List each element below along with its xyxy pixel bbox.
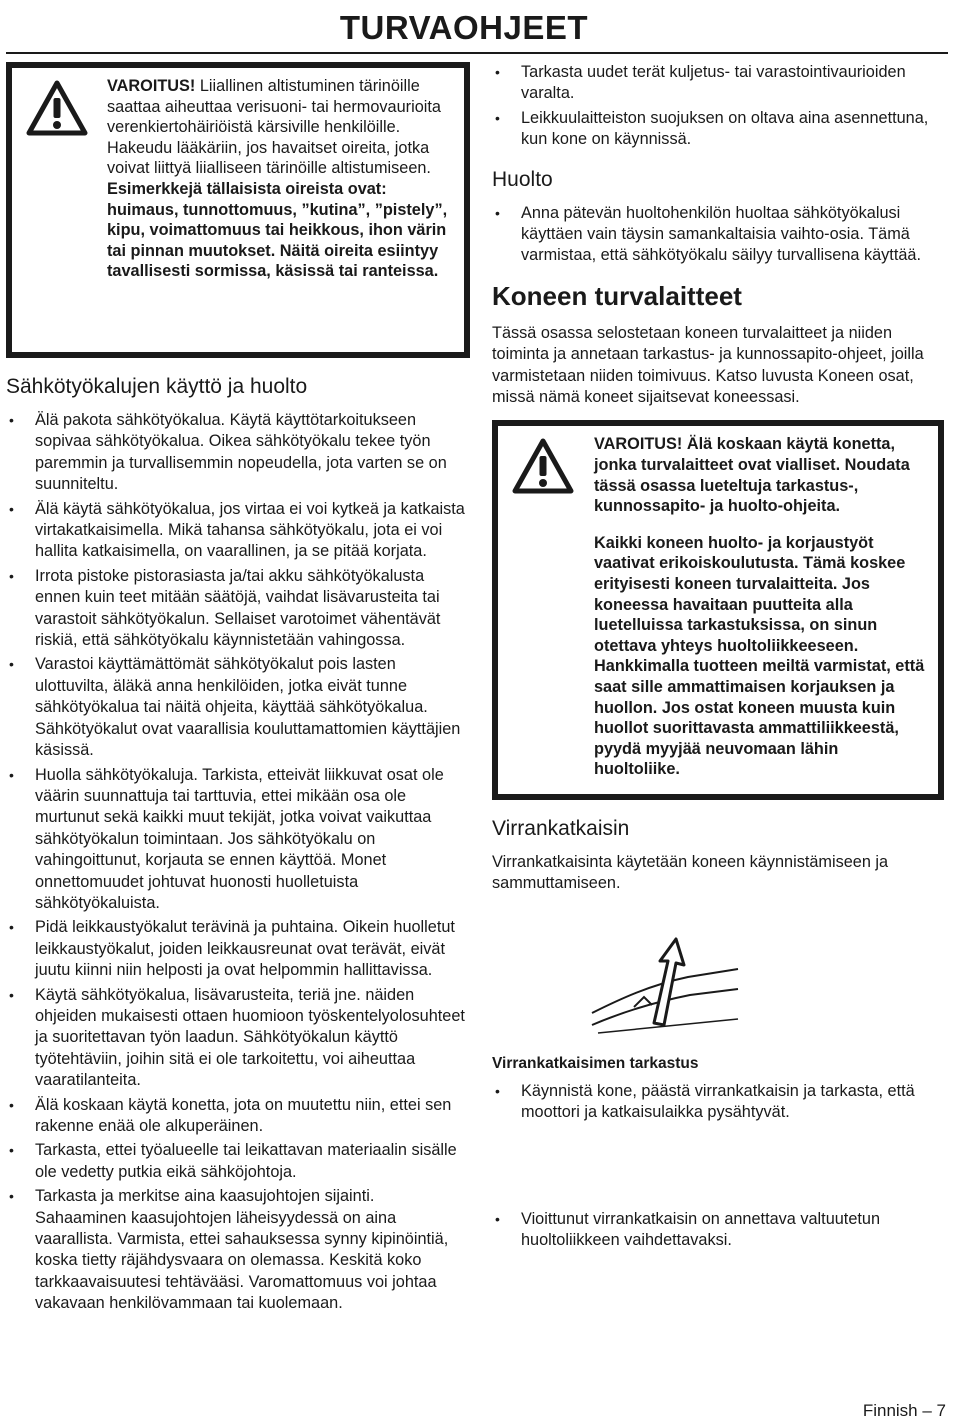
- warning-bold-text: Esimerkkejä tällaisista oireista ovat: huimaus, tunnottomuus, ”kutina”, ”pistely”, kipu, voimattomuus tai heikkous, ihon värin tai pinnan muutokset. Näitä oireita esiintyy tavallisesti sormissa, käsissä tai ranteissa.: [107, 179, 448, 281]
- section-title-switch-check: Virrankatkaisimen tarkastus: [492, 1054, 699, 1072]
- section-title-safety-devices: Koneen turvalaitteet: [492, 280, 742, 311]
- warning-triangle-icon: [512, 438, 574, 499]
- left-column: [6, 62, 470, 1318]
- list-item: • Käytä sähkötyökalua, lisävarusteita, teriä jne. näiden ohjeiden mukaisesti ottaen huomioon työskentelyolosuhteet ja suoritettavan työn laadun. Sähkötyökalun käyttö työtehtäviin, joihin sitä ei ole tarkoitettu, voi aiheuttaa vaaratilanteita.: [9, 985, 465, 1090]
- warning-paragraph-2: Kaikki koneen huolto- ja korjaustyöt vaativat erikoiskoulutusta. Tämä koskee erityisesti koneen turvalaitteita. Jos koneessa havaitaan puutteita alla luetelluissa tarkastuksissa, on sinun otettava yhteys huoltoliikkeeseen. Hankkimalla tuotteen meiltä varmistat, että saat sille ammattimaisen korjauksen ja huollon. Jos ostat koneen muusta kuin huollot suorittavasta ammattiliikkeestä, pyydä myyjää neuvomaan lähin huoltoliike.: [594, 533, 925, 779]
- switch-text: Virrankatkaisinta käytetään koneen käynnistämiseen ja sammuttamiseen.: [492, 852, 889, 893]
- list-item: • Vioittunut virrankatkaisin on annettava valtuutetun huoltoliikkeen vaihdettavaksi.: [495, 1209, 881, 1249]
- warning-label: VAROITUS!: [107, 77, 196, 95]
- list-item: • Irrota pistoke pistorasiasta ja/tai akku sähkötyökalusta ennen kuin teet mitään säätöjä, vaihdat lisävarusteita tai varastoit sähkötyökalun. Sellaiset varotoimet vähentävät riskiä, että sähkötyökalu käynnistetään vahingossa.: [9, 566, 441, 650]
- warning-intro: Liiallinen altistuminen tärinöille saattaa aiheuttaa verisuoni- tai hermovaurioita verenkiertohäiriöistä kärsiville henkilöille. Hakeudu lääkäriin, jos havaitset oireita, jotka voivat liittyä liialliseen tärinöille altistumiseen.: [107, 77, 441, 178]
- list-item: • Anna pätevän huoltohenkilön huoltaa sähkötyökalusi käyttäen vain täysin samankaltaisia vaihto-osia. Tämä varmistaa, että sähkötyökalu säilyy turvallisena käyttää.: [495, 203, 921, 265]
- list-item: • Käynnistä kone, päästä virrankatkaisin ja tarkasta, että moottori ja katkaisulaikka pysähtyvät.: [495, 1081, 915, 1122]
- trigger-arrow-icon: [590, 921, 740, 1041]
- warning-text: [107, 76, 454, 282]
- section-title-tools: Sähkötyökalujen käyttö ja huolto: [6, 375, 308, 398]
- list-item: • Varastoi käyttämättömät sähkötyökalut pois lasten ulottuvilta, äläkä anna henkilöiden, jotka eivät tunne sähkötyökalua tai näitä ohjeita, käyttää sähkötyökalua. Sähkötyökalut ovat vaarallisia kouluttamattomien käyttäjien käsissä.: [9, 655, 461, 760]
- section-title-switch: Virrankatkaisin: [492, 816, 630, 840]
- header-rule: [6, 52, 948, 54]
- warning-text: [594, 434, 928, 780]
- page-number: Finnish – 7: [862, 1401, 946, 1420]
- list-item: • Älä koskaan käytä konetta, jota on muutettu niin, ettei sen rakenne enää ole alkuperäinen.: [9, 1095, 452, 1135]
- safety-devices-warning-box: [492, 420, 944, 800]
- list-item: • Pidä leikkaustyökalut terävinä ja puhtaina. Oikein huolletut leikkaustyökalut, joiden leikkausreunat ovat terävät, eivät juutu kiinni niin helposti ja ovat helpommin hallittavissa.: [9, 918, 455, 980]
- list-item: • Tarkasta ja merkitse aina kaasujohtojen sijainti. Sahaaminen kaasujohtojen läheisyydessä on aina vaarallista. Varmista, ettei sahauksessa synny kipinöintiä, koska tietty räjähdysvaara on olemassa. Keskitä koko tarkkaavaisuutesi tehtävääsi. Varomattomuus voi johtaa vakavaan henkilövammaan tai kuolemaan.: [9, 1187, 449, 1313]
- safety-devices-text: Tässä osassa selostetaan koneen turvalaitteet ja niiden toiminta ja annetaan tarkastus- ja kunnossapito-ohjeet, joilla varmistetaan niiden toimivuus. Katso luvusta Koneen osat, missä nämä koneet sijaitsevat koneessasi.: [492, 323, 924, 407]
- page-title: TURVAOHJEET: [339, 9, 588, 46]
- switch-illustration: [590, 921, 740, 1041]
- tools-bullet-list: [6, 410, 470, 1315]
- warning-paragraph-1: VAROITUS! Älä koskaan käytä konetta, jonka turvalaitteet ovat vialliset. Noudata tässä osassa lueteltuja tarkastus-, kunnossapito- ja huolto-ohjeita.: [594, 435, 910, 516]
- check-bullet-list: [492, 1081, 948, 1124]
- list-item: • Älä pakota sähkötyökalua. Käytä käyttötarkoitukseen sopivaa sähkötyökalua. Oikea sähkötyökalu tekee työn paremmin ja turvallisemmin nopeudella, jota varten se on suunniteltu.: [9, 411, 447, 494]
- list-item: • Älä käytä sähkötyökalua, jos virtaa ei voi kytkeä ja katkaista virtakatkaisimella. Mikä tahansa sähkötyökalu, jota ei voi hallita katkaisimella, on vaarallinen, ja se pitää korjata.: [9, 499, 465, 561]
- huolto-bullet-list: [492, 203, 948, 267]
- section-title-huolto: Huolto: [492, 167, 553, 191]
- replace-bullet-list: [492, 1209, 948, 1252]
- warning-triangle-icon: [26, 80, 88, 141]
- list-item: • Tarkasta, ettei työalueelle tai leikattavan materiaalin sisälle ole vedetty putkia eikä sähköjohtoja.: [9, 1141, 457, 1181]
- list-item: • Huolla sähkötyökaluja. Tarkista, etteivät liikkuvat osat ole väärin suunnattuja tai tarttuvia, ettei mikään osa ole murtunut sekä kaikki muut tekijät, jotka voivat vaikuttaa sähkötyökalun toimintaan. Jos sähkötyökalu on vahingoittunut, korjauta se ennen käyttöä. Monet onnettomuudet johtuvat huonosti huolletuista sähkötyökaluista.: [9, 765, 444, 912]
- blade-bullet-list: [492, 62, 948, 151]
- vibration-warning-box: [6, 62, 470, 358]
- list-item: • Tarkasta uudet terät kuljetus- tai varastointivaurioiden varalta.: [495, 63, 906, 103]
- right-column: [492, 62, 948, 1254]
- list-item: • Leikkuulaitteiston suojuksen on oltava aina asennettuna, kun kone on käynnissä.: [495, 108, 929, 149]
